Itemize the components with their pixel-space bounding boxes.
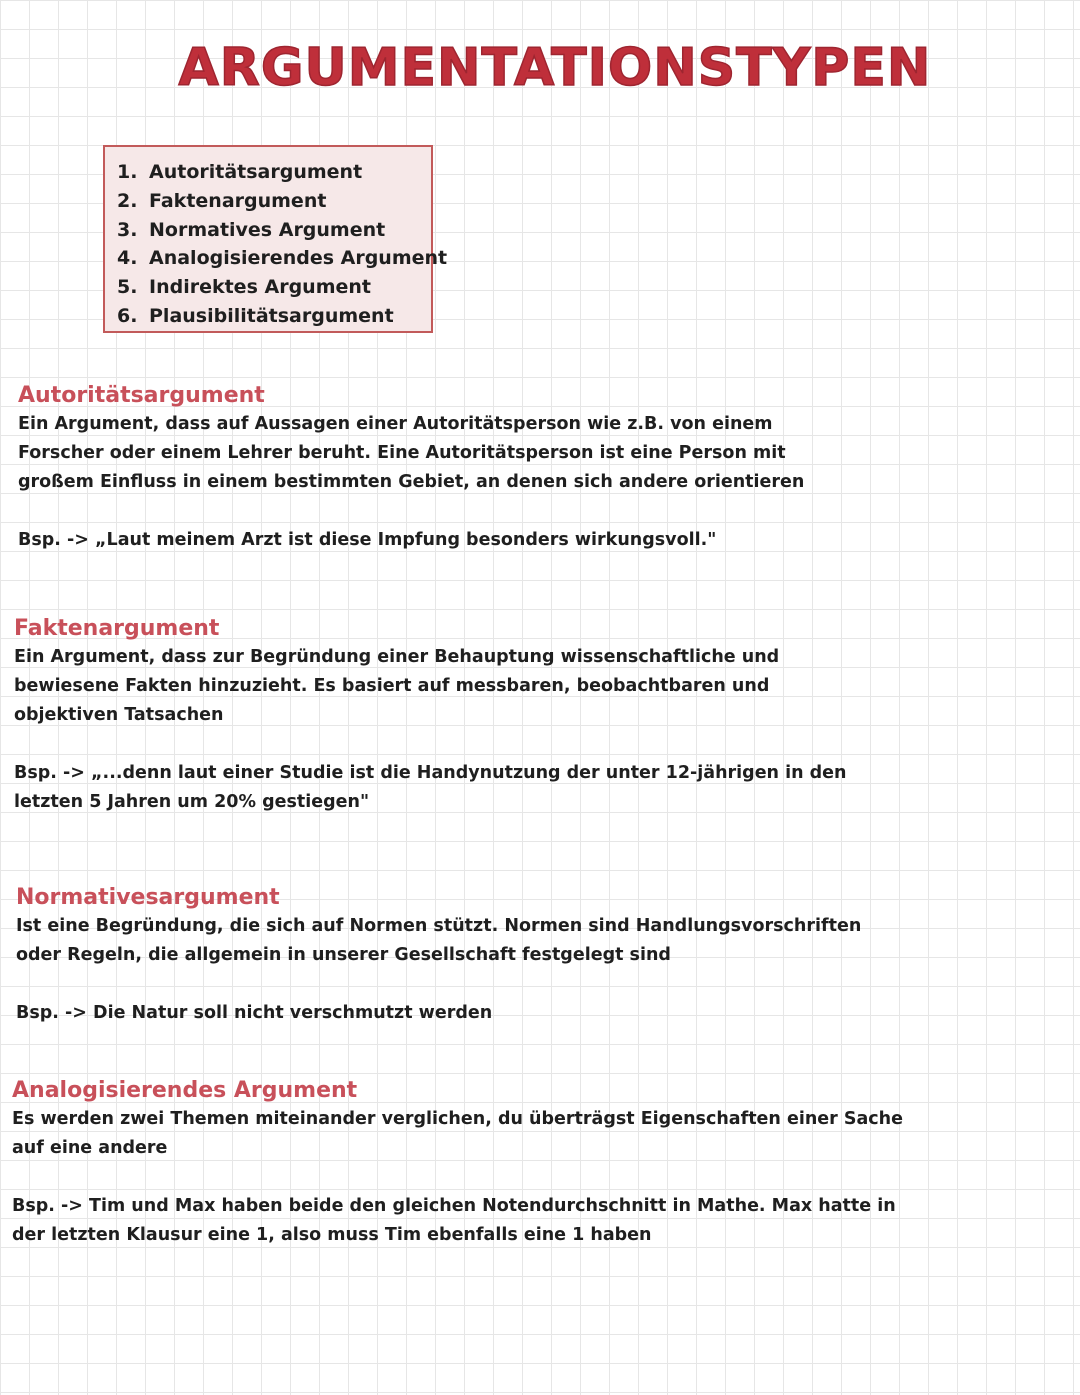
toc-label: Faktenargument: [149, 189, 327, 212]
toc-number: 3.: [117, 218, 138, 241]
section-body: Ein Argument, dass zur Begründung einer Behauptung wissenschaftliche und bewiesene Fakten hinzuzieht. Es basiert auf messbaren, beobachtbaren und objektiven Tatsachen: [14, 647, 780, 725]
section-example: Bsp. -> Die Natur soll nicht verschmutzt werden: [16, 1003, 493, 1023]
toc-number: 1.: [117, 161, 138, 183]
toc-number: 5.: [117, 276, 138, 299]
toc-number: 2.: [117, 189, 138, 212]
toc-number: 6.: [117, 304, 138, 327]
section-heading: Normativesargument: [16, 885, 280, 910]
toc-item: [117, 302, 431, 331]
toc-item: [117, 273, 431, 302]
section-body: Es werden zwei Themen miteinander verglichen, du überträgst Eigenschaften einer Sache auf eine andere: [12, 1109, 904, 1158]
section-analogisierendes-argument: [12, 1077, 912, 1250]
toc-item: [117, 187, 431, 216]
table-of-contents: [103, 145, 448, 333]
section-example: Bsp. -> Tim und Max haben beide den gleichen Notendurchschnitt in Mathe. Max hatte in der letzten Klausur eine 1, also muss Tim ebenfalls eine 1 haben: [12, 1196, 896, 1245]
section-heading: Autoritätsargument: [18, 383, 265, 408]
section-example: Bsp. -> „Laut meinem Arzt ist diese Impfung besonders wirkungsvoll.": [18, 530, 717, 550]
toc-label: Autoritätsargument: [149, 161, 363, 183]
toc-label: Analogisierendes Argument: [149, 247, 448, 270]
toc-label: Indirektes Argument: [149, 276, 371, 299]
toc-label: Plausibilitätsargument: [149, 304, 394, 327]
toc-label: Normatives Argument: [149, 218, 386, 241]
section-normatives-argument: [16, 884, 906, 1028]
section-faktenargument: [14, 615, 854, 817]
section-example: Bsp. -> „...denn laut einer Studie ist die Handynutzung der unter 12-jährigen in den letzten 5 Jahren um 20% gestiegen": [14, 763, 847, 812]
toc-item: [117, 158, 431, 187]
section-autoritaetsargument: [18, 382, 848, 555]
section-heading: Faktenargument: [14, 616, 220, 641]
page-title: ARGUMENTATIONSTYPEN: [178, 38, 932, 98]
toc-number: 4.: [117, 247, 138, 270]
section-heading: Analogisierendes Argument: [12, 1078, 358, 1103]
toc-item: [117, 244, 448, 273]
toc-item: [117, 216, 431, 245]
section-body: Ein Argument, dass auf Aussagen einer Autoritätsperson wie z.B. von einem Forscher oder einem Lehrer beruht. Eine Autoritätsperson ist eine Person mit großem Einfluss in einem bestimmten Gebiet, an denen sich andere orientieren: [18, 414, 805, 492]
section-body: Ist eine Begründung, die sich auf Normen stützt. Normen sind Handlungsvorschriften oder Regeln, die allgemein in unserer Gesellschaft festgelegt sind: [16, 916, 862, 965]
